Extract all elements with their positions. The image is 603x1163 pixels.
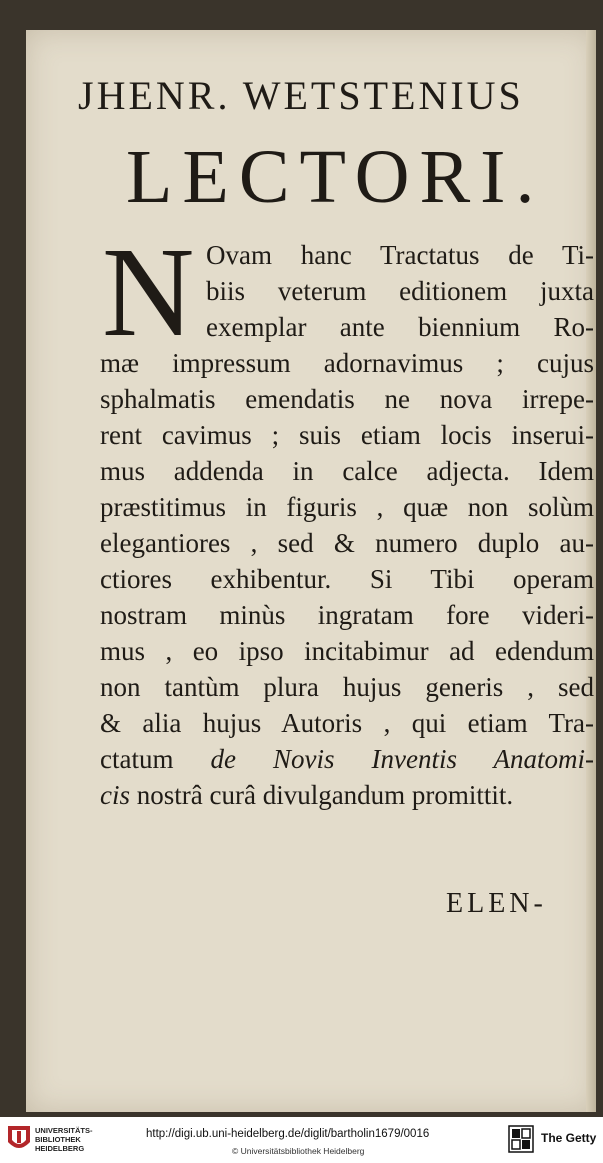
text-line: mus , eo ipso incitabimur ad edendum [100, 636, 594, 666]
text-line: nostram minùs ingratam fore videri- [100, 600, 594, 630]
text-line [100, 782, 513, 809]
text-line: præstitimus in figuris , quæ non solùm [100, 492, 594, 522]
text-line: elegantiores , sed & numero duplo au- [100, 528, 594, 558]
book-page [26, 30, 596, 1112]
viewer-footer [0, 1117, 603, 1163]
copyright-notice: © Universitätsbibliothek Heidelberg [232, 1146, 365, 1156]
text-line: mæ impressum adornavimus ; cujus [100, 348, 594, 378]
university-seal-icon [6, 1124, 32, 1154]
permalink[interactable]: http://digi.ub.uni-heidelberg.de/diglit/bartholin1679/0016 [146, 1128, 430, 1140]
text-line: non tantùm plura hujus generis , sed [100, 672, 594, 702]
text-line: exemplar ante biennium Ro- [206, 312, 594, 342]
author-line: JHENR. WETSTENIUS [78, 73, 524, 118]
italic-title: de Novis Inventis Anatomi- [210, 744, 594, 774]
partner-name: The Getty [541, 1131, 597, 1145]
text-line: & alia hujus Autoris , qui etiam Tra- [100, 708, 594, 738]
text-line: mus addenda in calce adjecta. Idem [100, 456, 594, 486]
italic-title-end: cis [100, 780, 130, 810]
page-heading: LECTORI. [126, 135, 545, 219]
catchword: ELEN- [446, 888, 547, 919]
text-line: Ovam hanc Tractatus de Ti- [206, 240, 594, 270]
text-line: biis veterum editionem juxta [206, 276, 594, 306]
library-name: UNIVERSITÄTS- BIBLIOTHEK HEIDELBERG [35, 1126, 93, 1153]
drop-cap: N [102, 221, 195, 363]
text-line [100, 746, 594, 773]
text-line: ctiores exhibentur. Si Tibi operam [100, 564, 594, 594]
getty-logo-icon [508, 1125, 534, 1153]
text-line: sphalmatis emendatis ne nova irrepe- [100, 384, 594, 414]
text-line: rent cavimus ; suis etiam locis inserui- [100, 420, 594, 450]
text-segment: ctatum [100, 744, 211, 774]
text-segment: nostrâ curâ divulgandum promittit. [130, 780, 514, 810]
